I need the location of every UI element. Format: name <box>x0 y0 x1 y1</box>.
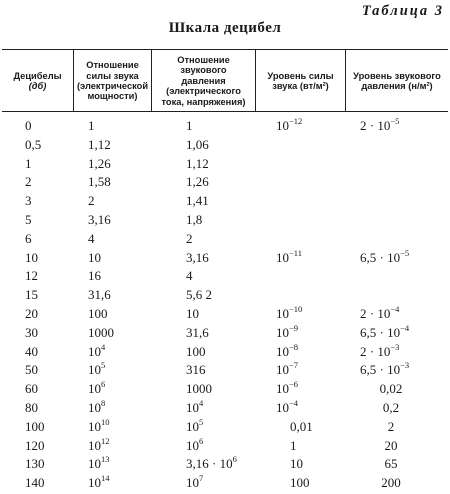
intensity-level-base: 10 <box>276 400 289 415</box>
pressure-ratio-base: 1,12 <box>186 155 209 171</box>
header-decibels: Децибелы (дб) <box>13 70 62 91</box>
pressure-level-base: 2 · 10 <box>360 118 391 133</box>
pressure-ratio-cell <box>186 212 202 228</box>
pressure-ratio-base: 3,16 <box>186 249 209 265</box>
pressure-level-base: 6,5 · 10 <box>360 324 401 340</box>
power-ratio-cell <box>88 287 111 303</box>
pressure-ratio-cell <box>186 456 237 472</box>
intensity-level-cell <box>276 362 298 378</box>
pressure-ratio-cell <box>186 287 212 303</box>
pressure-ratio-cell <box>186 306 199 322</box>
power-ratio-exponent: 6 <box>101 379 106 390</box>
decibels-cell: 20 <box>25 306 38 321</box>
decibels-cell: 1 <box>25 155 32 171</box>
header-bottom-rule <box>2 111 448 112</box>
intensity-level-exponent: −4 <box>289 398 299 408</box>
header-power-ratio: Отношение силы звука (электрической мощности) <box>76 60 149 102</box>
decibels-cell: 10 <box>25 249 38 265</box>
table-number: Таблица 3 <box>361 3 444 19</box>
pressure-ratio-cell <box>186 268 193 284</box>
power-ratio-cell <box>88 475 110 491</box>
power-ratio-base: 1,12 <box>88 136 111 152</box>
intensity-level-cell <box>276 247 302 266</box>
power-ratio-exponent: 14 <box>101 473 110 484</box>
intensity-level-base: 10 <box>276 362 289 378</box>
pressure-level-cell <box>360 247 410 266</box>
intensity-level-base: 10 <box>276 118 289 133</box>
power-ratio-cell <box>88 435 110 454</box>
power-ratio-base: 16 <box>88 268 101 284</box>
pressure-ratio-base: 1 <box>186 118 193 133</box>
power-ratio-base: 1000 <box>88 324 114 340</box>
table-top-rule <box>2 49 448 50</box>
pressure-ratio-cell <box>186 325 209 341</box>
power-ratio-cell <box>88 416 110 435</box>
power-ratio-cell <box>88 325 114 341</box>
power-ratio-exponent: 8 <box>101 398 106 408</box>
pressure-level-cell <box>360 118 399 134</box>
intensity-level-base: 10 <box>276 381 289 397</box>
pressure-level-base: 200 <box>381 475 401 491</box>
decibels-cell: 40 <box>25 343 38 359</box>
pressure-level-cell <box>360 341 400 360</box>
header-pressure-level: Уровень звукового давления (н/м²) <box>353 70 441 91</box>
intensity-level-exponent: −12 <box>289 116 303 126</box>
decibels-cell: 3 <box>25 193 32 209</box>
pressure-ratio-base: 1,26 <box>186 174 209 190</box>
power-ratio-base: 10 <box>88 418 101 434</box>
power-ratio-base: 10 <box>88 475 101 491</box>
table-row <box>0 305 450 325</box>
intensity-level-exponent: −7 <box>289 360 299 371</box>
intensity-level-exponent: −11 <box>289 247 302 258</box>
pressure-ratio-base: 10 <box>186 475 199 491</box>
table-row <box>0 361 450 381</box>
pressure-ratio-cell <box>186 156 209 172</box>
intensity-level-cell <box>276 322 299 341</box>
pressure-ratio-base: 5,6 2 <box>186 287 212 303</box>
pressure-level-cell <box>348 381 434 397</box>
pressure-level-exponent: −4 <box>390 304 400 314</box>
pressure-ratio-base: 4 <box>186 268 193 284</box>
intensity-level-exponent: −10 <box>289 304 303 314</box>
pressure-level-exponent: −5 <box>390 116 400 126</box>
pressure-level-base: 2 <box>387 418 395 434</box>
power-ratio-cell <box>88 137 111 153</box>
pressure-ratio-base: 316 <box>186 362 206 378</box>
power-ratio-cell <box>88 250 101 266</box>
pressure-ratio-exponent: 7 <box>199 473 204 484</box>
intensity-level-cell <box>276 381 298 397</box>
pressure-ratio-cell <box>186 475 203 491</box>
table-row <box>0 192 450 212</box>
pressure-ratio-base: 100 <box>186 343 206 359</box>
power-ratio-cell <box>88 381 105 397</box>
pressure-ratio-base: 10 <box>186 418 199 434</box>
power-ratio-cell <box>88 174 111 190</box>
pressure-ratio-cell <box>186 193 209 209</box>
decibels-cell: 100 <box>25 418 45 434</box>
power-ratio-base: 10 <box>88 362 101 378</box>
pressure-level-exponent: −5 <box>400 247 410 258</box>
power-ratio-cell <box>88 193 95 209</box>
pressure-level-cell <box>360 306 399 322</box>
pressure-level-cell <box>348 438 434 454</box>
table-row <box>0 455 450 475</box>
power-ratio-base: 31,6 <box>88 287 111 303</box>
pressure-level-base: 0,2 <box>382 400 400 415</box>
power-ratio-base: 10 <box>88 437 101 453</box>
pressure-ratio-cell <box>186 250 209 266</box>
intensity-level-exponent: −6 <box>289 379 299 390</box>
pressure-level-cell <box>360 322 410 341</box>
table-row <box>0 399 450 419</box>
pressure-level-cell <box>348 475 434 491</box>
pressure-ratio-cell <box>186 231 193 247</box>
power-ratio-base: 2 <box>88 193 95 209</box>
pressure-level-exponent: −3 <box>400 360 410 371</box>
decibels-cell: 6 <box>25 230 32 246</box>
header-intensity: Уровень силы звука (вт/м²) <box>267 70 334 91</box>
power-ratio-exponent: 10 <box>101 416 110 427</box>
pressure-ratio-cell <box>186 400 203 416</box>
power-ratio-base: 10 <box>88 249 101 265</box>
table-row <box>0 324 450 344</box>
power-ratio-base: 10 <box>88 381 101 397</box>
pressure-ratio-base: 10 <box>186 437 199 453</box>
table-row <box>0 267 450 287</box>
power-ratio-base: 10 <box>88 456 101 472</box>
pressure-ratio-base: 10 <box>186 306 199 321</box>
pressure-ratio-cell <box>186 362 206 378</box>
power-ratio-base: 10 <box>88 343 101 359</box>
intensity-level-cell: 100 <box>290 475 310 491</box>
power-ratio-exponent: 13 <box>101 454 110 465</box>
intensity-level-cell: 1 <box>290 437 297 453</box>
table-row <box>0 211 450 231</box>
table-row <box>0 437 450 457</box>
table-row <box>0 380 450 400</box>
pressure-level-base: 6,5 · 10 <box>360 362 401 378</box>
pressure-level-cell <box>348 400 434 416</box>
intensity-level-base: 10 <box>276 343 289 359</box>
power-ratio-cell <box>88 341 106 360</box>
table-row <box>0 155 450 175</box>
pressure-ratio-cell <box>186 381 212 397</box>
pressure-ratio-base: 1,8 <box>186 212 203 227</box>
power-ratio-cell <box>88 231 95 247</box>
table-row <box>0 136 450 156</box>
decibels-cell: 140 <box>25 475 45 491</box>
pressure-level-base: 2 · 10 <box>360 306 391 321</box>
intensity-level-cell: 0,01 <box>290 418 313 434</box>
power-ratio-base: 1 <box>88 118 95 133</box>
pressure-ratio-base: 31,6 <box>186 324 209 340</box>
pressure-ratio-cell <box>186 435 204 454</box>
power-ratio-cell <box>88 156 111 172</box>
pressure-level-base: 2 · 10 <box>360 343 391 359</box>
intensity-level-cell <box>276 400 298 416</box>
decibels-cell: 120 <box>25 437 45 453</box>
power-ratio-base: 1,26 <box>88 155 111 171</box>
decibels-cell: 2 <box>25 174 32 190</box>
decibels-cell: 50 <box>25 362 38 378</box>
pressure-ratio-base: 2 <box>186 230 193 246</box>
pressure-ratio-base: 1,41 <box>186 193 209 209</box>
decibels-cell: 60 <box>25 381 38 397</box>
pressure-level-cell <box>360 362 409 378</box>
table-row <box>0 173 450 193</box>
pressure-level-base: 20 <box>384 437 398 453</box>
pressure-ratio-exponent: 6 <box>199 435 204 446</box>
pressure-ratio-exponent: 4 <box>199 398 204 408</box>
decibels-cell: 30 <box>25 324 38 340</box>
power-ratio-base: 4 <box>88 230 95 246</box>
decibels-cell: 0 <box>25 118 32 133</box>
table-row <box>0 286 450 306</box>
pressure-level-base: 65 <box>384 456 398 472</box>
intensity-level-base: 10 <box>276 324 289 340</box>
pressure-level-cell <box>348 419 434 435</box>
intensity-level-cell <box>276 118 302 134</box>
pressure-ratio-cell <box>186 416 204 435</box>
table-row <box>0 117 450 137</box>
intensity-level-base: 10 <box>276 306 289 321</box>
power-ratio-base: 100 <box>88 306 108 321</box>
pressure-ratio-base: 1000 <box>186 381 212 397</box>
pressure-ratio-cell <box>186 137 209 153</box>
table-row <box>0 418 450 438</box>
pressure-level-base: 0,02 <box>379 381 403 397</box>
power-ratio-cell <box>88 400 105 416</box>
table-row <box>0 474 450 494</box>
decibels-cell: 15 <box>25 287 38 303</box>
power-ratio-cell <box>88 362 105 378</box>
intensity-level-cell <box>276 306 302 322</box>
page-title: Шкала децибел <box>168 20 282 36</box>
decibels-cell: 0,5 <box>25 136 42 152</box>
header-pressure-ratio: Отношение звукового давления (электрического тока, напряжения) <box>161 54 246 107</box>
pressure-ratio-base: 10 <box>186 400 199 415</box>
pressure-ratio-base: 1,06 <box>186 136 209 152</box>
intensity-level-base: 10 <box>276 249 289 265</box>
pressure-level-cell <box>348 456 434 472</box>
pressure-ratio-cell <box>186 174 209 190</box>
power-ratio-base: 10 <box>88 400 101 415</box>
table-row <box>0 343 450 363</box>
power-ratio-base: 3,16 <box>88 212 111 227</box>
power-ratio-exponent: 5 <box>101 360 106 371</box>
pressure-level-exponent: −4 <box>400 322 410 333</box>
power-ratio-exponent: 4 <box>101 341 106 352</box>
pressure-ratio-cell <box>186 118 193 134</box>
pressure-ratio-exponent: 5 <box>199 416 204 427</box>
power-ratio-exponent: 12 <box>101 435 110 446</box>
power-ratio-cell <box>88 118 95 134</box>
pressure-level-exponent: −3 <box>390 341 400 352</box>
intensity-level-cell: 10 <box>290 456 303 472</box>
intensity-level-exponent: −9 <box>289 322 299 333</box>
decibels-cell: 130 <box>25 456 45 472</box>
pressure-level-base: 6,5 · 10 <box>360 249 401 265</box>
table-row <box>0 249 450 269</box>
power-ratio-cell <box>88 268 101 284</box>
decibels-cell: 12 <box>25 268 38 284</box>
pressure-ratio-cell <box>186 344 206 360</box>
pressure-ratio-base: 3,16 · 10 <box>186 456 233 472</box>
power-ratio-base: 1,58 <box>88 174 111 190</box>
power-ratio-cell <box>88 456 110 472</box>
pressure-ratio-exponent: 6 <box>232 454 237 465</box>
power-ratio-cell <box>88 306 108 322</box>
intensity-level-exponent: −8 <box>289 341 299 352</box>
decibels-cell: 80 <box>25 400 38 415</box>
decibels-cell: 5 <box>25 212 32 227</box>
table-row <box>0 230 450 250</box>
intensity-level-cell <box>276 341 299 360</box>
power-ratio-cell <box>88 212 111 228</box>
